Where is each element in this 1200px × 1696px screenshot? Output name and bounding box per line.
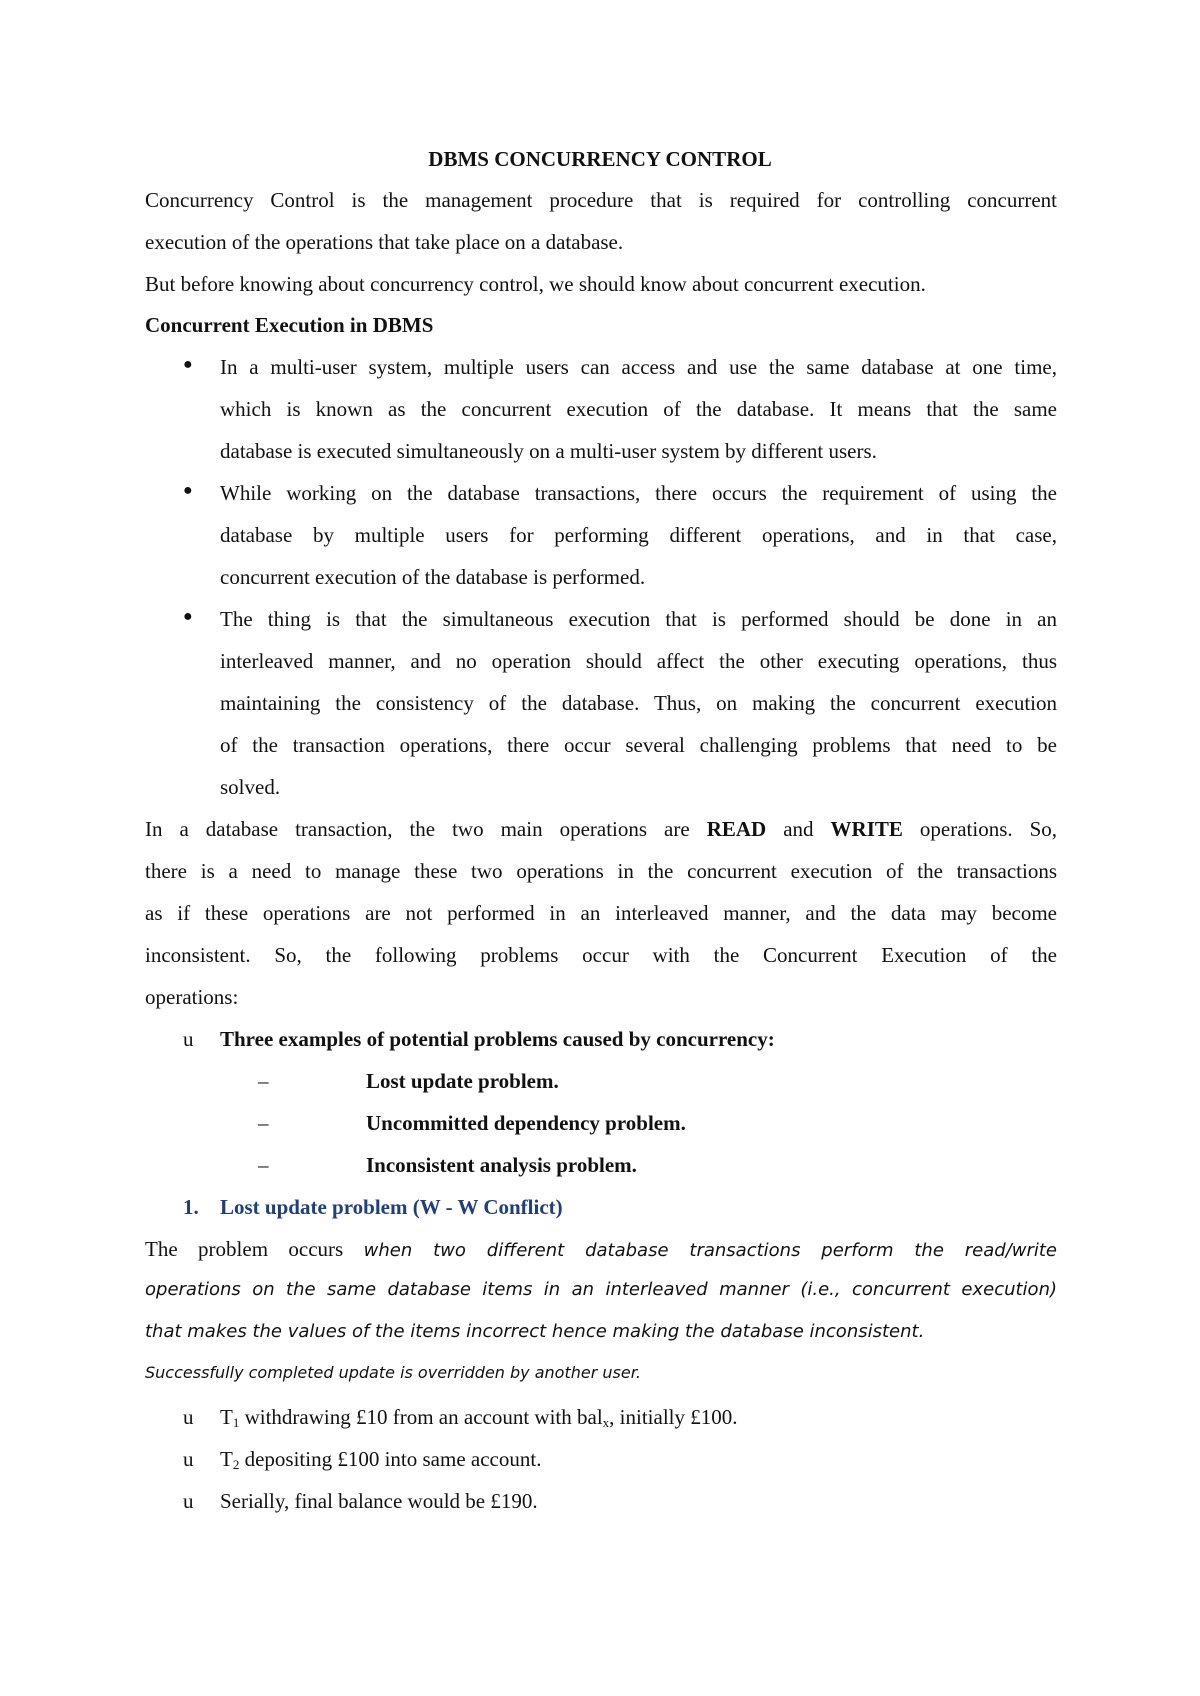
bullet-3-line-1: The thing is that the simultaneous execution that is performed should be done in an: [220, 607, 1057, 631]
balx-sub: x: [602, 1415, 610, 1430]
page-title: DBMS CONCURRENCY CONTROL: [428, 147, 772, 171]
t1-text-b: , initially £100.: [609, 1405, 738, 1429]
intro-line-1: Concurrency Control is the management procedure that is required for controlling concurrent: [145, 188, 1057, 212]
bullet-1-line-3: database is executed simultaneously on a multi-user system by different users.: [220, 439, 877, 463]
para3-line-4: Successfully completed update is overridden by another user.: [145, 1363, 641, 1382]
para2-text-a: In a database transaction, the two main operations are: [145, 817, 690, 841]
t2-text: depositing £100 into same account.: [239, 1447, 542, 1471]
list-marker: u: [183, 1405, 194, 1429]
para3-line-3: that makes the values of the items incorrect hence making the database inconsistent.: [145, 1321, 925, 1342]
bullet-2-line-2: database by multiple users for performing different operations, and in that case,: [220, 523, 1057, 547]
list-marker: u: [183, 1447, 194, 1471]
bullet-3-line-3: maintaining the consistency of the database. Thus, on making the concurrent execution: [220, 691, 1057, 715]
bullet-1-line-2: which is known as the concurrent execution of the database. It means that the same: [220, 397, 1057, 421]
bullet-icon: ●: [183, 356, 193, 373]
section-1-title: Lost update problem (W - W Conflict): [220, 1195, 563, 1219]
para2-line-4: inconsistent. So, the following problems occur with the Concurrent Execution of the: [145, 943, 1057, 967]
intro-line-3: But before knowing about concurrency control, we should know about concurrent execution.: [145, 272, 926, 296]
para3-text-a: The problem occurs: [145, 1237, 344, 1261]
example-line-2: [220, 1447, 541, 1472]
bullet-icon: ●: [183, 608, 193, 625]
para2-line-1: [145, 817, 1057, 842]
dash-marker: –: [258, 1153, 269, 1177]
bullet-2-line-1: While working on the database transactions, there occurs the requirement of using the: [220, 481, 1057, 505]
bullet-2-line-3: concurrent execution of the database is performed.: [220, 565, 646, 589]
problem-item-3: Inconsistent analysis problem.: [366, 1153, 637, 1177]
problem-item-2: Uncommitted dependency problem.: [366, 1111, 686, 1135]
para2-and: and: [783, 817, 814, 841]
write-keyword: WRITE: [830, 817, 903, 841]
bullet-icon: ●: [183, 482, 193, 499]
bullet-3-line-5: solved.: [220, 775, 281, 799]
bullet-3-line-2: interleaved manner, and no operation should affect the other executing operations, thus: [220, 649, 1057, 673]
t1-text-a: withdrawing £10 from an account with bal: [239, 1405, 603, 1429]
para2-line-3: as if these operations are not performed in an interleaved manner, and the data may become: [145, 901, 1057, 925]
t2-sub: 2: [232, 1457, 240, 1472]
examples-heading: Three examples of potential problems caused by concurrency:: [220, 1027, 775, 1051]
para2-line-2: there is a need to manage these two operations in the concurrent execution of the transactions: [145, 859, 1057, 883]
para3-line-2: operations on the same database items in an interleaved manner (i.e., concurrent execution): [145, 1279, 1057, 1300]
para2-text-b: operations. So,: [919, 817, 1058, 841]
list-marker: u: [183, 1489, 194, 1513]
list-marker: u: [183, 1027, 194, 1051]
dash-marker: –: [258, 1069, 269, 1093]
bullet-1-line-1: In a multi-user system, multiple users can access and use the same database at one time,: [220, 355, 1057, 379]
example-line-3: Serially, final balance would be £190.: [220, 1489, 538, 1513]
bullet-3-line-4: of the transaction operations, there occur several challenging problems that need to be: [220, 733, 1057, 757]
intro-line-2: execution of the operations that take place on a database.: [145, 230, 624, 254]
para2-line-5: operations:: [145, 985, 239, 1009]
section-1-number: 1.: [183, 1195, 199, 1219]
dash-marker: –: [258, 1111, 269, 1135]
example-line-1: [220, 1405, 737, 1430]
t1-sub: 1: [232, 1415, 240, 1430]
t2-label: T: [220, 1447, 233, 1471]
problem-item-1: Lost update problem.: [366, 1069, 559, 1093]
t1-label: T: [220, 1405, 233, 1429]
section-heading-concurrent-execution: Concurrent Execution in DBMS: [145, 313, 434, 337]
para3-italic-a: when two different database transactions perform the read/write: [363, 1240, 1058, 1261]
para3-line-1: [145, 1237, 1057, 1262]
read-keyword: READ: [706, 817, 767, 841]
